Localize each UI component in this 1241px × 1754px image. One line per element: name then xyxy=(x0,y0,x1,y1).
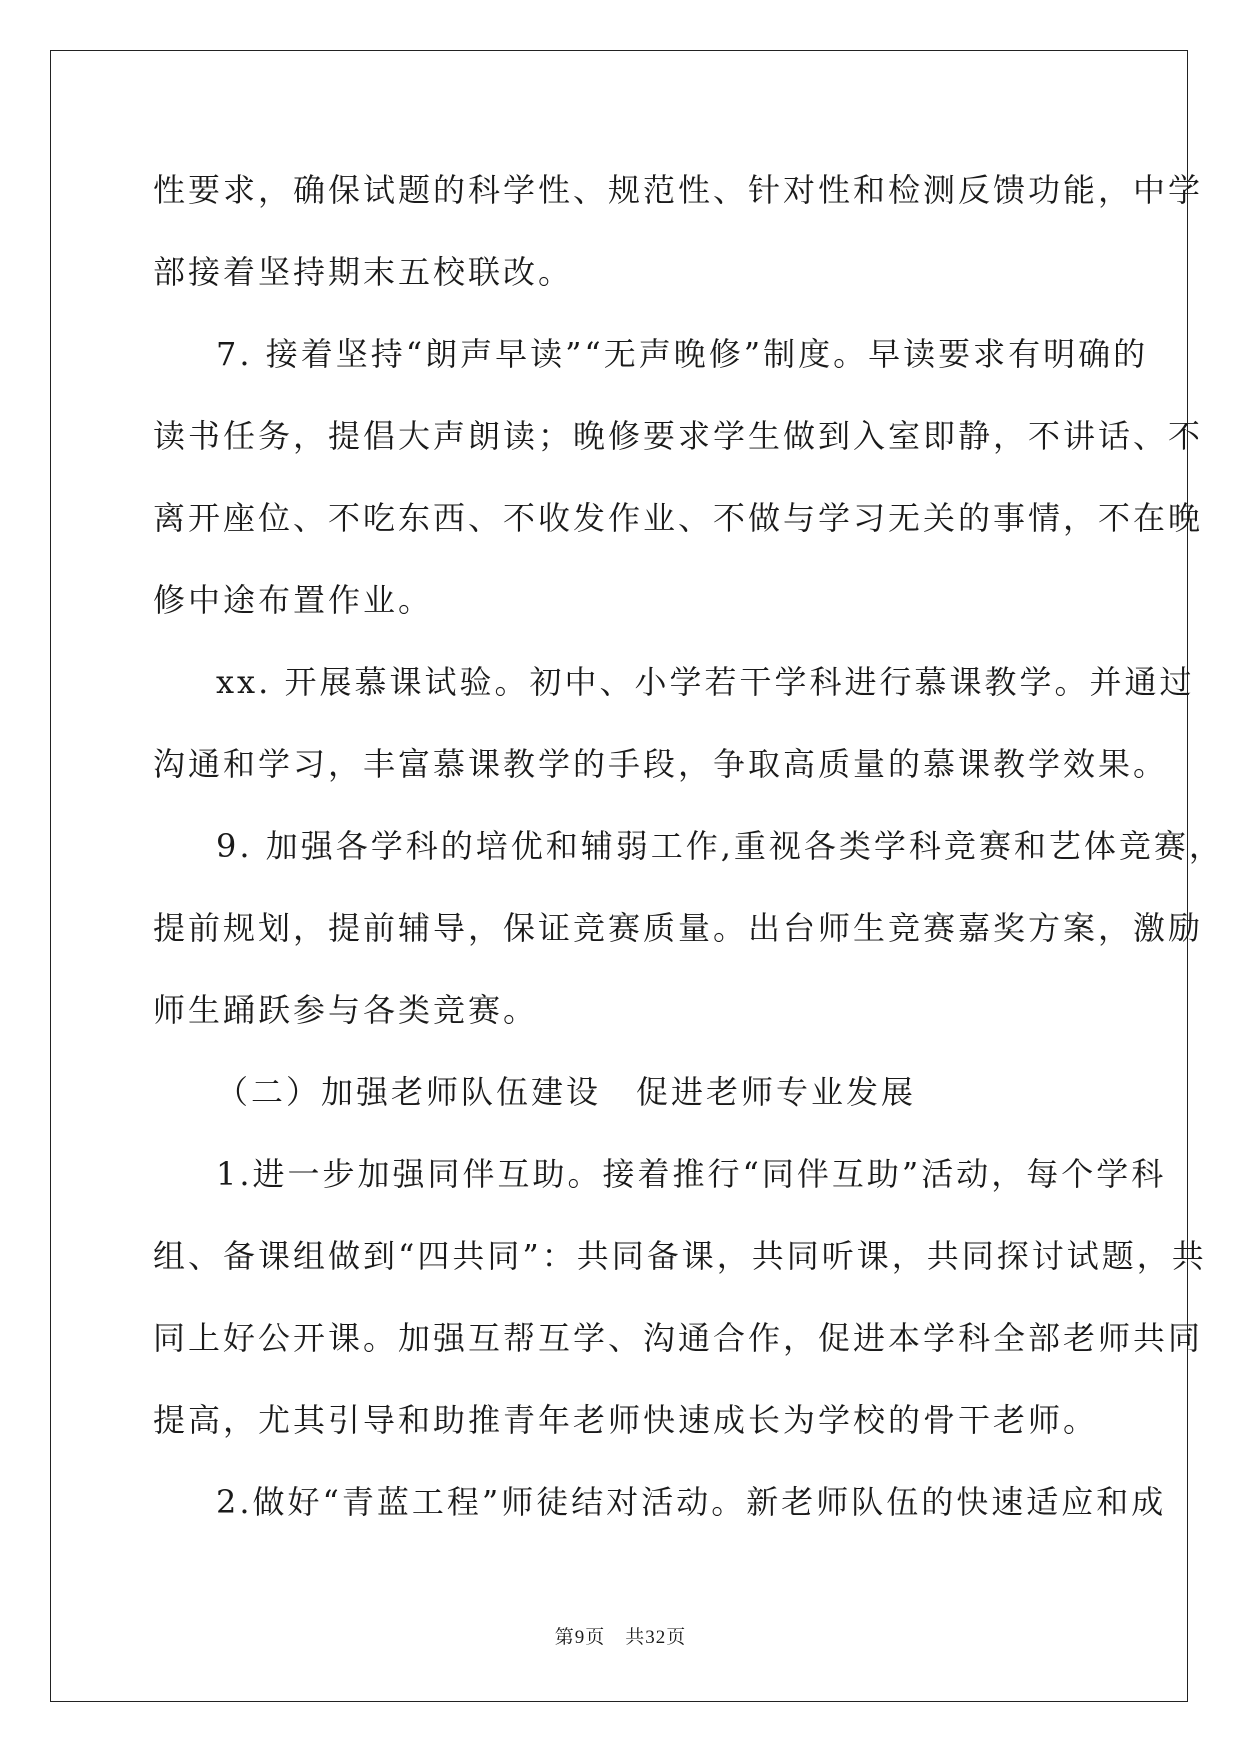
text-line-11: 师生踊跃参与各类竞赛。 xyxy=(153,991,539,1029)
footer-suffix: 页 xyxy=(666,1626,687,1648)
text-line-10: 提前规划，提前辅导，保证竞赛质量。出台师生竞赛嘉奖方案，激励 xyxy=(153,909,1204,947)
footer-prefix: 第 xyxy=(554,1626,575,1648)
text-line-14: 组、备课组做到“四共同”：共同备课，共同听课，共同探讨试题，共 xyxy=(153,1237,1207,1275)
text-line-1: 性要求，确保试题的科学性、规范性、针对性和检测反馈功能，中学 xyxy=(153,171,1204,209)
page-footer xyxy=(0,1622,1241,1649)
text-line-16: 提高，尤其引导和助推青年老师快速成长为学校的骨干老师。 xyxy=(153,1401,1099,1439)
paragraph-item-9: 9. 加强各学科的培优和辅弱工作,重视各类学科竞赛和艺体竞赛， xyxy=(216,827,1224,865)
text-line-8: 沟通和学习，丰富慕课教学的手段，争取高质量的慕课教学效果。 xyxy=(153,745,1169,783)
paragraph-item-7: 7. 接着坚持“朗声早读”“无声晚修”制度。早读要求有明确的 xyxy=(216,335,1149,373)
text-line-15: 同上好公开课。加强互帮互学、沟通合作，促进本学科全部老师共同 xyxy=(153,1319,1204,1357)
paragraph-item-1: 1.进一步加强同伴互助。接着推行“同伴互助”活动，每个学科 xyxy=(216,1155,1167,1193)
current-page-number: 9 xyxy=(574,1627,586,1648)
text-line-4: 读书任务，提倡大声朗读；晚修要求学生做到入室即静，不讲话、不 xyxy=(153,417,1204,455)
text-line-5: 离开座位、不吃东西、不收发作业、不做与学习无关的事情，不在晚 xyxy=(153,499,1204,537)
footer-middle: 页 共 xyxy=(585,1626,646,1648)
paragraph-item-2: 2.做好“青蓝工程”师徒结对活动。新老师队伍的快速适应和成 xyxy=(216,1483,1167,1521)
paragraph-item-xx: xx. 开展慕课试验。初中、小学若干学科进行慕课教学。并通过 xyxy=(216,663,1195,701)
total-pages-number: 32 xyxy=(645,1627,667,1648)
section-heading: （二）加强老师队伍建设 促进老师专业发展 xyxy=(216,1073,917,1111)
text-line-6: 修中途布置作业。 xyxy=(153,581,434,619)
text-line-2: 部接着坚持期末五校联改。 xyxy=(153,253,574,291)
document-body xyxy=(153,155,1224,1549)
